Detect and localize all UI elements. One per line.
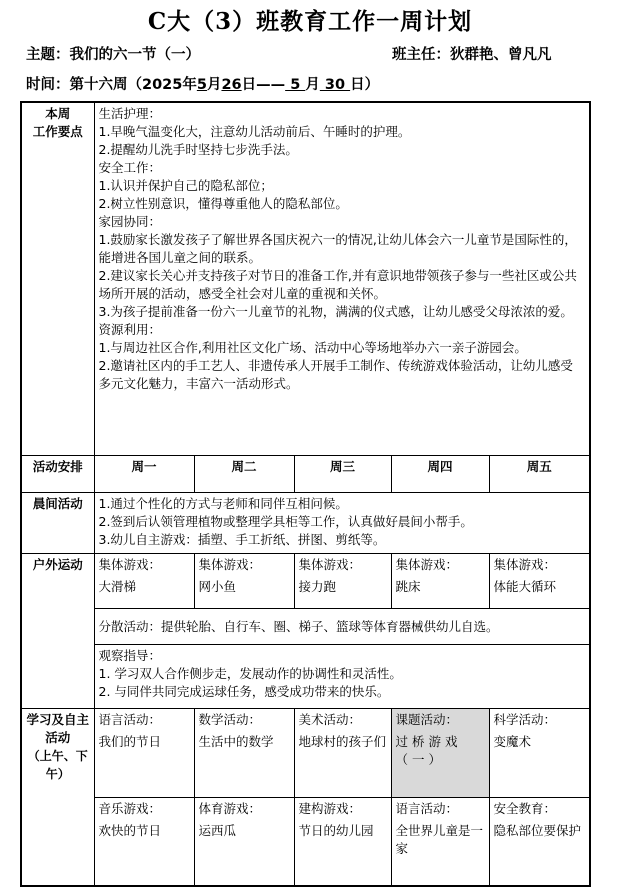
study-activity-cell (194, 708, 294, 797)
page-title: C大（3）班教育工作一周计划 (147, 8, 473, 35)
time-start-month: 5 (196, 77, 207, 93)
study-label-main: 学习及自主活动 (26, 711, 89, 745)
activity-head: 集体游戏： (98, 556, 162, 572)
activity-head: 美术活动： (298, 711, 362, 727)
focus-line: 家园协同： (98, 214, 162, 229)
morning-content (94, 492, 590, 553)
theme-label: 主题：我们的六一节（一） (26, 47, 200, 63)
focus-line: 1.鼓励家长激发孩子了解世界各国庆祝六一的情况,让幼儿体会六一儿童节是国际性的，能增进各国儿童之间的联系。 (98, 232, 577, 265)
morning-line: 1.通过个性化的方式与老师和同伴互相问候。 (98, 495, 348, 511)
observation-line: 观察指导： (98, 648, 162, 664)
time-suffix: 日） (350, 77, 380, 93)
activity-body: 跳床 (395, 578, 421, 594)
teacher-label: 班主任：狄群艳、曾凡凡 (392, 47, 552, 63)
activity-head: 集体游戏： (395, 556, 459, 572)
time-month-label-2: 月 (305, 77, 320, 93)
study-activity-cell (391, 797, 489, 886)
outdoor-scattered-row (21, 608, 590, 644)
study-activity-cell (94, 797, 194, 886)
time-start-day: 26 (221, 77, 242, 93)
activity-head: 集体游戏： (198, 556, 262, 572)
activity-head: 集体游戏： (493, 556, 557, 572)
outdoor-scattered: 分散活动：提供轮胎、自行车、圈、梯子、篮球等体育器械供幼儿自选。 (94, 608, 590, 644)
study-activity-cell (94, 708, 194, 797)
meta-row-time (26, 74, 596, 96)
activity-head: 语言活动： (98, 711, 162, 727)
observation-line: 1. 学习双人合作侧步走，发展动作的协调性和灵活性。 (98, 666, 402, 682)
activity-body: 生活中的数学 (198, 733, 274, 749)
focus-line: 生活护理： (98, 106, 162, 121)
morning-line: 2.签到后认领管理植物或整理学具柜等工作，认真做好晨间小帮手。 (98, 513, 473, 529)
activity-body: 欢快的节日 (98, 822, 162, 838)
activity-head: 数学活动： (198, 711, 262, 727)
study-activity-cell (294, 708, 391, 797)
study-activity-cell (489, 797, 590, 886)
activity-body: 我们的节日 (98, 733, 162, 749)
focus-line: 3.为孩子提前准备一份六一儿童节的礼物，满满的仪式感，让幼儿感受父母浓浓的爱。 (98, 304, 573, 319)
day-monday: 周一 (94, 455, 194, 492)
activity-head: 建构游戏： (298, 800, 362, 816)
time-end-day: 30 (319, 77, 351, 93)
study-activity-cell (194, 797, 294, 886)
study-label (21, 708, 94, 886)
time-end-month: 5 (285, 77, 306, 93)
activity-body: 地球村的孩子们 (298, 733, 387, 749)
activity-head: 课题活动： (395, 711, 459, 727)
outdoor-label: 户外运动 (21, 553, 94, 708)
study-row-2 (21, 797, 590, 886)
activity-body: 体能大循环 (493, 578, 557, 594)
outdoor-group-row (21, 553, 590, 608)
outdoor-game-cell (194, 553, 294, 608)
activity-body: 网小鱼 (198, 578, 237, 594)
activity-body: 节日的幼儿园 (298, 822, 374, 838)
focus-line: 2.提醒幼儿洗手时坚持七步洗手法。 (98, 142, 298, 157)
activity-body: 过桥游戏（一） (395, 733, 462, 767)
morning-label: 晨间活动 (21, 492, 94, 553)
activity-head: 体育游戏： (198, 800, 262, 816)
focus-line: 1.早晚气温变化大，注意幼儿活动前后、午睡时的护理。 (98, 124, 411, 139)
outdoor-game-cell (489, 553, 590, 608)
weekly-plan-table (20, 101, 591, 887)
focus-line: 2.树立性别意识，懂得尊重他人的隐私部位。 (98, 196, 348, 211)
outdoor-observation (94, 645, 590, 709)
activity-head: 集体游戏： (298, 556, 362, 572)
day-wednesday: 周三 (294, 455, 391, 492)
time-month-label: 月 (206, 77, 222, 93)
schedule-row (21, 455, 590, 492)
focus-row (21, 102, 590, 455)
morning-line: 3.幼儿自主游戏：插塑、手工折纸、拼图、剪纸等。 (98, 531, 386, 547)
focus-line: 2.邀请社区内的手工艺人、非遗传承人开展手工制作、传统游戏体验活动，让幼儿感受多元文化魅力，丰富六一活动形式。 (98, 358, 573, 391)
day-thursday: 周四 (391, 455, 489, 492)
schedule-label: 活动安排 (21, 455, 94, 492)
day-tuesday: 周二 (194, 455, 294, 492)
outdoor-observation-row (21, 645, 590, 709)
activity-body: 隐私部位要保护 (493, 822, 582, 838)
time-day-label: 日—— (241, 77, 286, 93)
focus-line: 2.建议家长关心并支持孩子对节日的准备工作,并有意识地带领孩子参与一些社区或公共场所开展的活动，感受全社会对儿童的重视和关怀。 (98, 268, 577, 301)
activity-head: 科学活动： (493, 711, 557, 727)
outdoor-game-cell (294, 553, 391, 608)
focus-content (94, 102, 590, 455)
activity-head: 音乐游戏： (98, 800, 162, 816)
activity-head: 安全教育： (493, 800, 557, 816)
outdoor-game-cell (94, 553, 194, 608)
study-label-sub: （上午、下午） (27, 748, 88, 781)
meta-row-theme (26, 44, 596, 66)
day-friday: 周五 (489, 455, 590, 492)
study-row-1 (21, 708, 590, 797)
study-activity-cell-highlighted (391, 708, 489, 797)
focus-line: 资源利用： (98, 322, 162, 337)
activity-body: 变魔术 (493, 733, 532, 749)
focus-line: 安全工作： (98, 160, 162, 175)
study-activity-cell (489, 708, 590, 797)
activity-body: 大滑梯 (98, 578, 137, 594)
focus-line: 1.与周边社区合作,利用社区文化广场、活动中心等场地举办六一亲子游园会。 (98, 340, 527, 355)
time-prefix: 时间：第十六周（2025年 (26, 77, 197, 93)
study-activity-cell (294, 797, 391, 886)
activity-body: 运西瓜 (198, 822, 237, 838)
observation-line: 2. 与同伴共同完成运球任务，感受成功带来的快乐。 (98, 684, 390, 700)
activity-body: 接力跑 (298, 578, 337, 594)
outdoor-game-cell (391, 553, 489, 608)
activity-body: 全世界儿童是一家 (395, 822, 484, 856)
focus-line: 1.认识并保护自己的隐私部位； (98, 178, 273, 193)
focus-label: 本周 工作要点 (21, 102, 94, 455)
activity-head: 语言活动： (395, 800, 459, 816)
morning-row (21, 492, 590, 553)
